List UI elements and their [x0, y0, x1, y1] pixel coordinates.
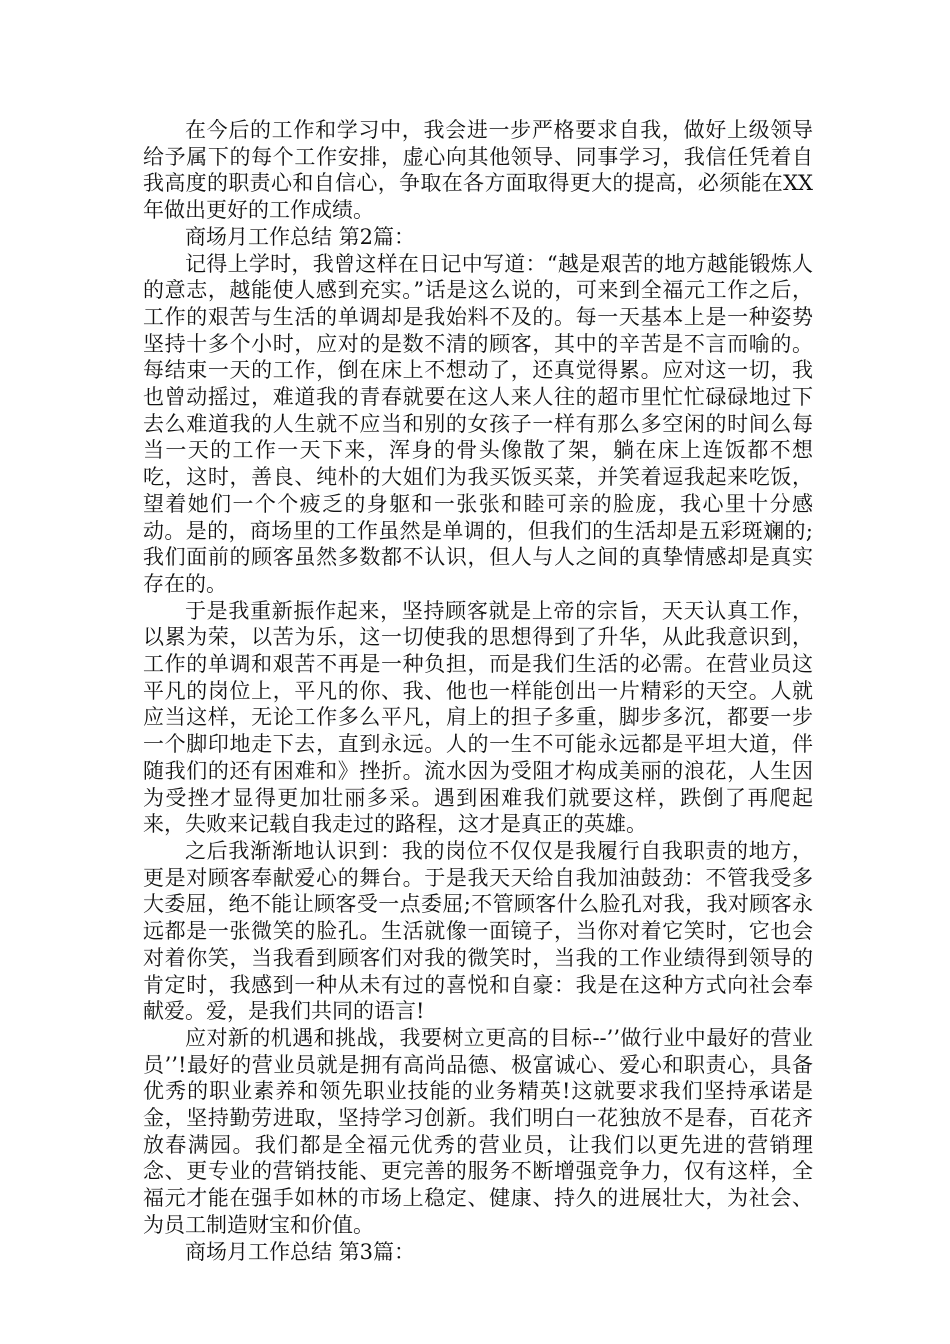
- section-heading: 商场月工作总结 第2篇：: [185, 224, 416, 249]
- paragraph: 记得上学时，我曾这样在日记中写道：“越是艰苦的地方越能锻炼人的意志，越能使人感到充实。”话是这么说的，可来到全福元工作之后，工作的艰苦与生活的单调却是我始料不及的。每一天基本上是一种姿势坚持十多个小时，应对的是数不清的顾客，其中的辛苦是不言而喻的。每结束一天的工作，倒在床上不想动了，还真觉得累。应对这一切，我也曾动摇过，难道我的青春就要在这人来人往的超市里忙忙碌碌地过下去么难道我的人生就不应当和别的女孩子一样有那么多空闲的时间么每当一天的工作一天下来，浑身的骨头像散了架，躺在床上连饭都不想吃，这时，善良、纯朴的大姐们为我买饭买菜，并笑着逗我起来吃饭，望着她们一个个疲乏的身躯和一张张和睦可亲的脸庞，我心里十分感动。是的，商场里的工作虽然是单调的，但我们的生活却是五彩斑斓的;我们面前的顾客虽然多数都不认识，但人与人之间的真挚情感却是真实存在的。: [143, 251, 813, 596]
- paragraph: 应对新的机遇和挑战，我要树立更高的目标--’’做行业中最好的营业员’’!最好的营业员就是拥有高尚品德、极富诚心、爱心和职责心，具备优秀的职业素养和领先职业技能的业务精英!这就要求我们坚持承诺是金，坚持勤劳进取，坚持学习创新。我们明白一花独放不是春，百花齐放春满园。我们都是全福元优秀的营业员，让我们以更先进的营销理念、更专业的营销技能、更完善的服务不断增强竞争力，仅有这样，全福元才能在强手如林的市场上稳定、健康、持久的进展壮大，为社会、为员工制造财宝和价值。: [143, 1025, 813, 1237]
- paragraph: 于是我重新振作起来，坚持顾客就是上帝的宗旨，天天认真工作，以累为荣，以苦为乐，这一切使我的思想得到了升华，从此我意识到，工作的单调和艰苦不再是一种负担，而是我们生活的必需。在营业员这平凡的岗位上，平凡的你、我、他也一样能创出一片精彩的天空。人就应当这样，无论工作多么平凡，肩上的担子多重，脚步多沉，都要一步一个脚印地走下去，直到永远。人的一生不可能永远都是平坦大道，伴随我们的还有困难和》挫折。流水因为受阻才构成美丽的浪花，人生因为受挫才显得更加壮丽多采。遇到困难我们就要这样，跌倒了再爬起来，失败来记载自我走过的路程，这才是真正的英雄。: [143, 598, 813, 837]
- paragraph: 之后我渐渐地认识到：我的岗位不仅仅是我履行自我职责的地方，更是对顾客奉献爱心的舞台。于是我天天给自我加油鼓劲：不管我受多大委屈，绝不能让顾客受一点委屈;不管顾客什么脸孔对我，我对顾客永远都是一张微笑的脸孔。生活就像一面镜子，当你对着它笑时，它也会对着你笑，当我看到顾客们对我的微笑时，当我的工作业绩得到领导的肯定时，我感到一种从未有过的喜悦和自豪：我是在这种方式向社会奉献爱。爱，是我们共同的语言!: [143, 838, 813, 1024]
- section-heading: 商场月工作总结 第3篇：: [185, 1239, 416, 1264]
- document-page: [143, 117, 813, 1265]
- paragraph: 在今后的工作和学习中，我会进一步严格要求自我，做好上级领导给予属下的每个工作安排，虚心向其他领导、同事学习，我信任凭着自我高度的职责心和自信心，争取在各方面取得更大的提高，必须能在XX年做出更好的工作成绩。: [143, 118, 813, 223]
